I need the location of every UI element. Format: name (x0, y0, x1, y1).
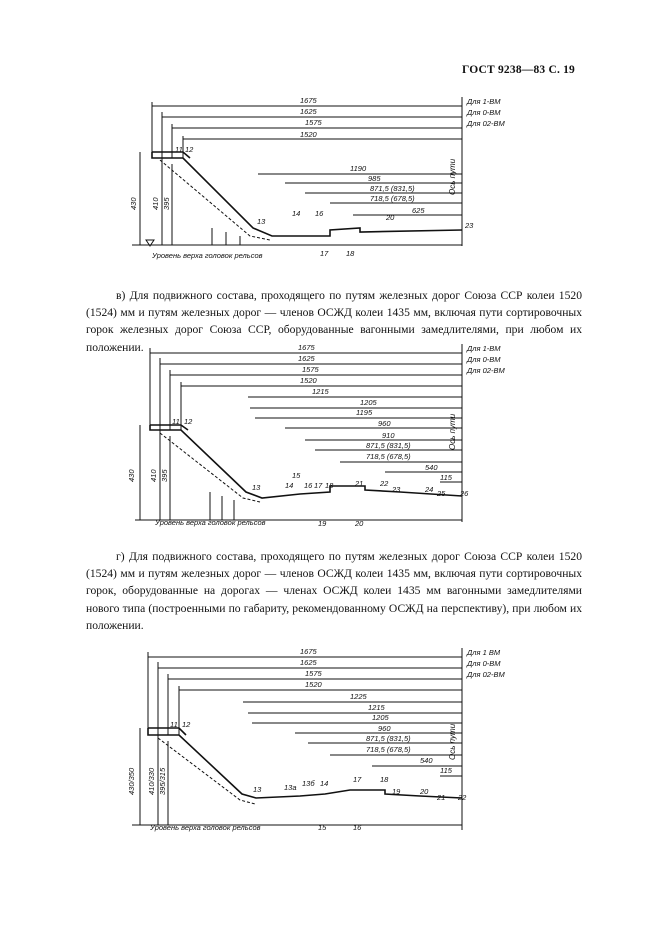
paragraph-v: в) Для подвижного состава, проходящего по путям железных дорог Союза ССР колеи 1520 (1524) мм и путям железных дорог — членов ОСЖД колеи 1435 мм, включая пути сортировочных горок железных дорог Союза ССР, оборудованные вагонными замедлителями, при любом их положении. (86, 289, 582, 354)
svg-text:12: 12 (182, 720, 191, 729)
svg-text:13а: 13а (284, 783, 297, 792)
svg-text:115: 115 (440, 766, 452, 775)
svg-text:871,5 (831,5): 871,5 (831,5) (366, 734, 411, 743)
svg-text:12: 12 (184, 417, 193, 426)
svg-text:540: 540 (425, 463, 438, 472)
svg-text:22: 22 (458, 793, 467, 802)
svg-text:14: 14 (285, 481, 294, 490)
svg-text:14: 14 (320, 779, 329, 788)
svg-text:395: 395 (160, 469, 169, 482)
svg-text:540: 540 (420, 756, 433, 765)
svg-text:Для 02-ВМ: Для 02-ВМ (467, 670, 505, 679)
svg-text:13: 13 (252, 483, 261, 492)
svg-text:21: 21 (437, 793, 446, 802)
svg-text:395: 395 (162, 197, 171, 210)
svg-text:Для 02-ВМ: Для 02-ВМ (467, 366, 505, 375)
svg-text:430: 430 (129, 197, 138, 210)
svg-text:1675: 1675 (300, 96, 317, 105)
svg-text:Уровень верха головок рельсов: Уровень верха головок рельсов (152, 251, 263, 260)
svg-text:13: 13 (253, 785, 262, 794)
svg-text:960: 960 (378, 724, 391, 733)
svg-text:1215: 1215 (368, 703, 385, 712)
svg-text:20: 20 (386, 213, 395, 222)
svg-text:1205: 1205 (360, 398, 377, 407)
svg-text:985: 985 (368, 174, 381, 183)
svg-text:17: 17 (353, 775, 362, 784)
svg-text:410/330: 410/330 (147, 767, 156, 795)
svg-text:16: 16 (304, 481, 313, 490)
svg-text:430/350: 430/350 (127, 767, 136, 795)
page-header: ГОСТ 9238—83 С. 19 (462, 64, 575, 76)
svg-text:Ось пути: Ось пути (448, 413, 457, 450)
svg-text:11: 11 (172, 417, 180, 426)
svg-text:14: 14 (292, 209, 301, 218)
svg-text:12: 12 (185, 145, 194, 154)
svg-text:1575: 1575 (305, 669, 322, 678)
svg-text:25: 25 (437, 489, 446, 498)
svg-text:21: 21 (355, 479, 364, 488)
svg-text:15: 15 (318, 823, 327, 832)
svg-text:1675: 1675 (300, 647, 317, 656)
svg-text:18: 18 (325, 481, 334, 490)
svg-text:395/315: 395/315 (158, 767, 167, 795)
svg-text:1195: 1195 (356, 408, 373, 417)
svg-text:1675: 1675 (298, 343, 315, 352)
svg-text:718,5 (678,5): 718,5 (678,5) (366, 452, 411, 461)
svg-text:718,5 (678,5): 718,5 (678,5) (366, 745, 411, 754)
svg-text:Ось пути: Ось пути (448, 158, 457, 195)
svg-text:Уровень верха головок рельсов: Уровень верха головок рельсов (150, 823, 261, 832)
svg-text:Для 0-ВМ: Для 0-ВМ (467, 659, 501, 668)
svg-text:19: 19 (392, 787, 401, 796)
svg-text:16: 16 (315, 209, 324, 218)
svg-text:11: 11 (175, 145, 183, 154)
svg-text:23: 23 (392, 485, 401, 494)
svg-text:13: 13 (257, 217, 266, 226)
svg-text:Для 0-ВМ: Для 0-ВМ (467, 108, 501, 117)
svg-text:Для 1-ВМ: Для 1-ВМ (467, 344, 501, 353)
svg-text:410: 410 (149, 469, 158, 482)
svg-text:22: 22 (380, 479, 389, 488)
svg-text:410: 410 (151, 197, 160, 210)
svg-text:1625: 1625 (300, 107, 317, 116)
svg-text:17: 17 (314, 481, 323, 490)
svg-text:20: 20 (355, 519, 364, 528)
svg-text:1520: 1520 (305, 680, 322, 689)
svg-text:18: 18 (380, 775, 389, 784)
svg-text:Для 1 ВМ: Для 1 ВМ (467, 648, 501, 657)
svg-text:1575: 1575 (305, 118, 322, 127)
svg-text:Ось пути: Ось пути (448, 723, 457, 760)
svg-text:1625: 1625 (298, 354, 315, 363)
svg-text:1520: 1520 (300, 376, 317, 385)
svg-text:17: 17 (320, 249, 329, 258)
svg-text:1520: 1520 (300, 130, 317, 139)
svg-text:1205: 1205 (372, 713, 389, 722)
svg-text:15: 15 (292, 471, 301, 480)
svg-text:13б: 13б (302, 779, 315, 788)
svg-text:115: 115 (440, 473, 452, 482)
svg-text:1225: 1225 (350, 692, 367, 701)
svg-text:20: 20 (420, 787, 429, 796)
svg-text:18: 18 (346, 249, 355, 258)
svg-text:Уровень верха головок рельсов: Уровень верха головок рельсов (155, 518, 266, 527)
svg-text:871,5 (831,5): 871,5 (831,5) (370, 184, 415, 193)
svg-text:19: 19 (318, 519, 327, 528)
svg-text:718,5 (678,5): 718,5 (678,5) (370, 194, 415, 203)
svg-text:Для 1-ВМ: Для 1-ВМ (467, 97, 501, 106)
svg-text:625: 625 (412, 206, 425, 215)
svg-text:23: 23 (465, 221, 474, 230)
svg-text:24: 24 (425, 485, 434, 494)
svg-text:1575: 1575 (302, 365, 319, 374)
svg-text:910: 910 (382, 431, 395, 440)
svg-text:1625: 1625 (300, 658, 317, 667)
svg-text:16: 16 (353, 823, 362, 832)
svg-text:430: 430 (127, 469, 136, 482)
svg-text:26: 26 (460, 489, 469, 498)
svg-text:1190: 1190 (350, 164, 367, 173)
svg-text:871,5 (831,5): 871,5 (831,5) (366, 441, 411, 450)
paragraph-g: г) Для подвижного состава, проходящего по путям железных дорог Союза ССР колеи 1520 (1524) мм и путям железных дорог — членов ОСЖД колеи 1435 мм, включая пути сортировочных горок, оборудованные на дорогах — членах ОСЖД колеи 1435 мм вагонными замедлителями нового типа (построенными по габариту, рекомендованному ОСЖД на перспективу), при любом их положении. (86, 550, 582, 632)
svg-text:Для 0-ВМ: Для 0-ВМ (467, 355, 501, 364)
svg-text:1215: 1215 (312, 387, 329, 396)
svg-text:Для 02-ВМ: Для 02-ВМ (467, 119, 505, 128)
svg-text:960: 960 (378, 419, 391, 428)
svg-text:11: 11 (170, 720, 178, 729)
